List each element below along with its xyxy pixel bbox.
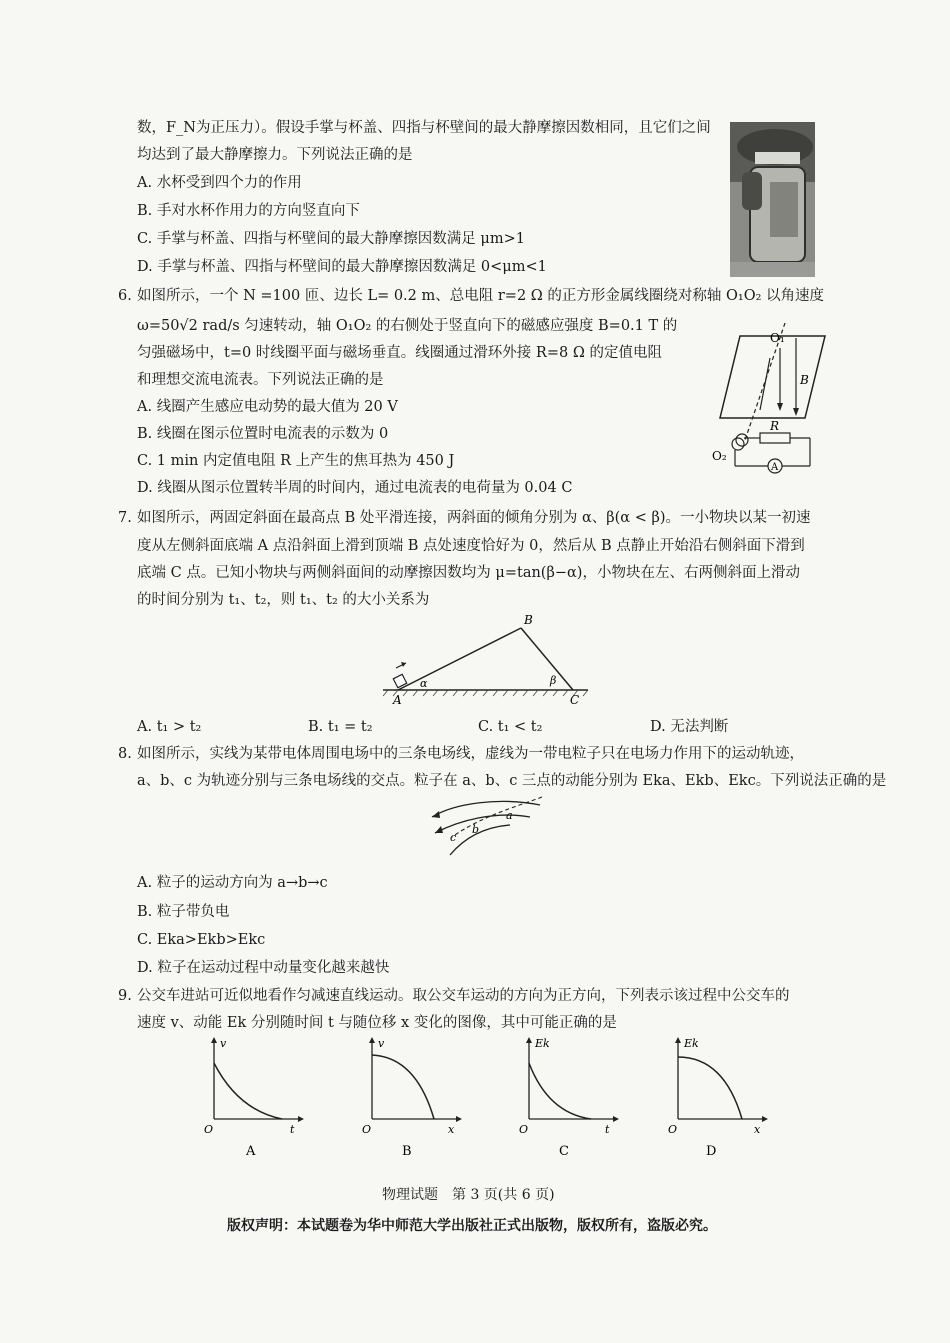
q7-number: 7.	[118, 510, 132, 526]
q6-option-d: D. 线圈从图示位置转半周的时间内，通过电流表的电荷量为 0.04 C	[137, 480, 573, 496]
q9-graph-b	[356, 1035, 466, 1160]
q9-line-2: 速度 v、动能 Ek 分别随时间 t 与随位移 x 变化的图像，其中可能正确的是	[137, 1015, 617, 1031]
q9-a-origin: O	[204, 1123, 214, 1136]
q6-label-r: R	[770, 419, 780, 433]
q9-c-xaxis: t	[605, 1123, 610, 1136]
q6-line-3: 匀强磁场中，t=0 时线圈平面与磁场垂直。线圈通过滑环外接 R=8 Ω 的定值电阻	[137, 345, 662, 361]
q7-option-b: B. t₁ = t₂	[308, 719, 373, 735]
q9-number: 9.	[118, 988, 132, 1004]
q9-a-yaxis: v	[220, 1037, 227, 1050]
q8-line-1: 如图所示，实线为某带电体周围电场中的三条电场线，虚线为一带电粒子只在电场力作用下的运动轨迹，	[137, 746, 804, 762]
q9-d-yaxis: Ek	[684, 1037, 699, 1050]
q6-number: 6.	[118, 288, 132, 304]
q8-field-figure	[420, 795, 550, 865]
copyright-notice: 版权声明：本试题卷为华中师范大学出版社正式出版物，版权所有，盗版必究。	[227, 1218, 717, 1234]
q8-label-c: c	[450, 831, 457, 844]
q6-label-b: B	[800, 373, 809, 387]
q9-d-xaxis: x	[754, 1123, 761, 1136]
q8-label-b: b	[472, 823, 480, 836]
q9-a-label: A	[246, 1144, 256, 1159]
q5-option-d: D. 手掌与杯盖、四指与杯壁间的最大静摩擦因数满足 0<μm<1	[137, 259, 547, 275]
q5-photo	[730, 122, 815, 277]
q8-option-c: C. Eka>Ekb>Ekc	[137, 932, 266, 948]
q6-option-a: A. 线圈产生感应电动势的最大值为 20 V	[137, 399, 398, 415]
q7-option-d: D. 无法判断	[650, 719, 729, 735]
q9-graph-c	[513, 1035, 623, 1160]
q8-option-d: D. 粒子在运动过程中动量变化越来越快	[137, 960, 390, 976]
q9-b-xaxis: x	[448, 1123, 455, 1136]
q7-option-a: A. t₁ > t₂	[137, 719, 202, 735]
q7-label-c: C	[570, 693, 580, 707]
q5-line-2: 均达到了最大静摩擦力。下列说法正确的是	[137, 147, 413, 163]
q9-b-yaxis: v	[378, 1037, 385, 1050]
q6-line-1: 如图所示，一个 N =100 匝、边长 L= 0.2 m、总电阻 r=2 Ω 的正方形金属线圈绕对称轴 O₁O₂ 以角速度	[137, 288, 825, 304]
q6-option-b: B. 线圈在图示位置时电流表的示数为 0	[137, 426, 389, 442]
q8-number: 8.	[118, 746, 132, 762]
page-footer: 物理试题 第 3 页(共 6 页)	[382, 1187, 555, 1203]
q7-label-beta: β	[550, 674, 557, 687]
q7-line-2: 度从左侧斜面底端 A 点沿斜面上滑到顶端 B 点处速度恰好为 0，然后从 B 点静止开始沿右侧斜面下滑到	[137, 538, 805, 554]
q5-line-1: 数，F_N为正压力）。假设手掌与杯盖、四指与杯壁间的最大静摩擦因数相同，且它们之间	[137, 120, 711, 136]
q9-d-origin: O	[668, 1123, 678, 1136]
q9-c-yaxis: Ek	[535, 1037, 550, 1050]
q5-option-b: B. 手对水杯作用力的方向竖直向下	[137, 203, 360, 219]
q9-c-origin: O	[519, 1123, 529, 1136]
q9-b-label: B	[402, 1144, 412, 1159]
q5-option-a: A. 水杯受到四个力的作用	[137, 175, 302, 191]
q6-label-o2: O₂	[712, 449, 727, 463]
q8-line-2: a、b、c 为轨迹分别与三条电场线的交点。粒子在 a、b、c 三点的动能分别为 Eka、Ekb、Ekc。下列说法正确的是	[137, 773, 887, 789]
q6-label-o1: O₁	[770, 331, 785, 345]
q7-label-alpha: α	[420, 677, 428, 690]
q7-line-3: 底端 C 点。已知小物块与两侧斜面间的动摩擦因数均为 μ=tan(β−α)，小物块在左、右两侧斜面上滑动	[137, 565, 800, 581]
q6-option-c: C. 1 min 内定值电阻 R 上产生的焦耳热为 450 J	[137, 453, 455, 469]
q5-option-c: C. 手掌与杯盖、四指与杯壁间的最大静摩擦因数满足 μm>1	[137, 231, 525, 247]
q9-graph-a	[198, 1035, 308, 1160]
q7-incline-figure	[378, 612, 593, 707]
q6-line-2: ω=50√2 rad/s 匀速转动，轴 O₁O₂ 的右侧处于竖直向下的磁感应强度 B=0.1 T 的	[137, 318, 678, 334]
q8-option-b: B. 粒子带负电	[137, 904, 230, 920]
q9-d-label: D	[706, 1144, 717, 1159]
q6-ammeter-label: A	[771, 462, 779, 473]
q7-label-a: A	[393, 693, 402, 707]
q6-coil-figure	[700, 318, 830, 483]
q9-b-origin: O	[362, 1123, 372, 1136]
q6-line-4: 和理想交流电流表。下列说法正确的是	[137, 372, 384, 388]
q8-option-a: A. 粒子的运动方向为 a→b→c	[137, 875, 328, 891]
q9-line-1: 公交车进站可近似地看作匀减速直线运动。取公交车运动的方向为正方向，下列表示该过程中公交车的	[137, 988, 790, 1004]
q9-c-label: C	[559, 1144, 569, 1159]
q9-a-xaxis: t	[290, 1123, 295, 1136]
q7-line-4: 的时间分别为 t₁、t₂，则 t₁、t₂ 的大小关系为	[137, 592, 430, 608]
q9-graph-d	[662, 1035, 772, 1160]
q8-label-a: a	[506, 809, 513, 822]
q7-option-c: C. t₁ < t₂	[478, 719, 543, 735]
q7-line-1: 如图所示，两固定斜面在最高点 B 处平滑连接，两斜面的倾角分别为 α、β(α < β)。一小物块以某一初速	[137, 510, 811, 526]
q7-label-b: B	[524, 613, 533, 627]
